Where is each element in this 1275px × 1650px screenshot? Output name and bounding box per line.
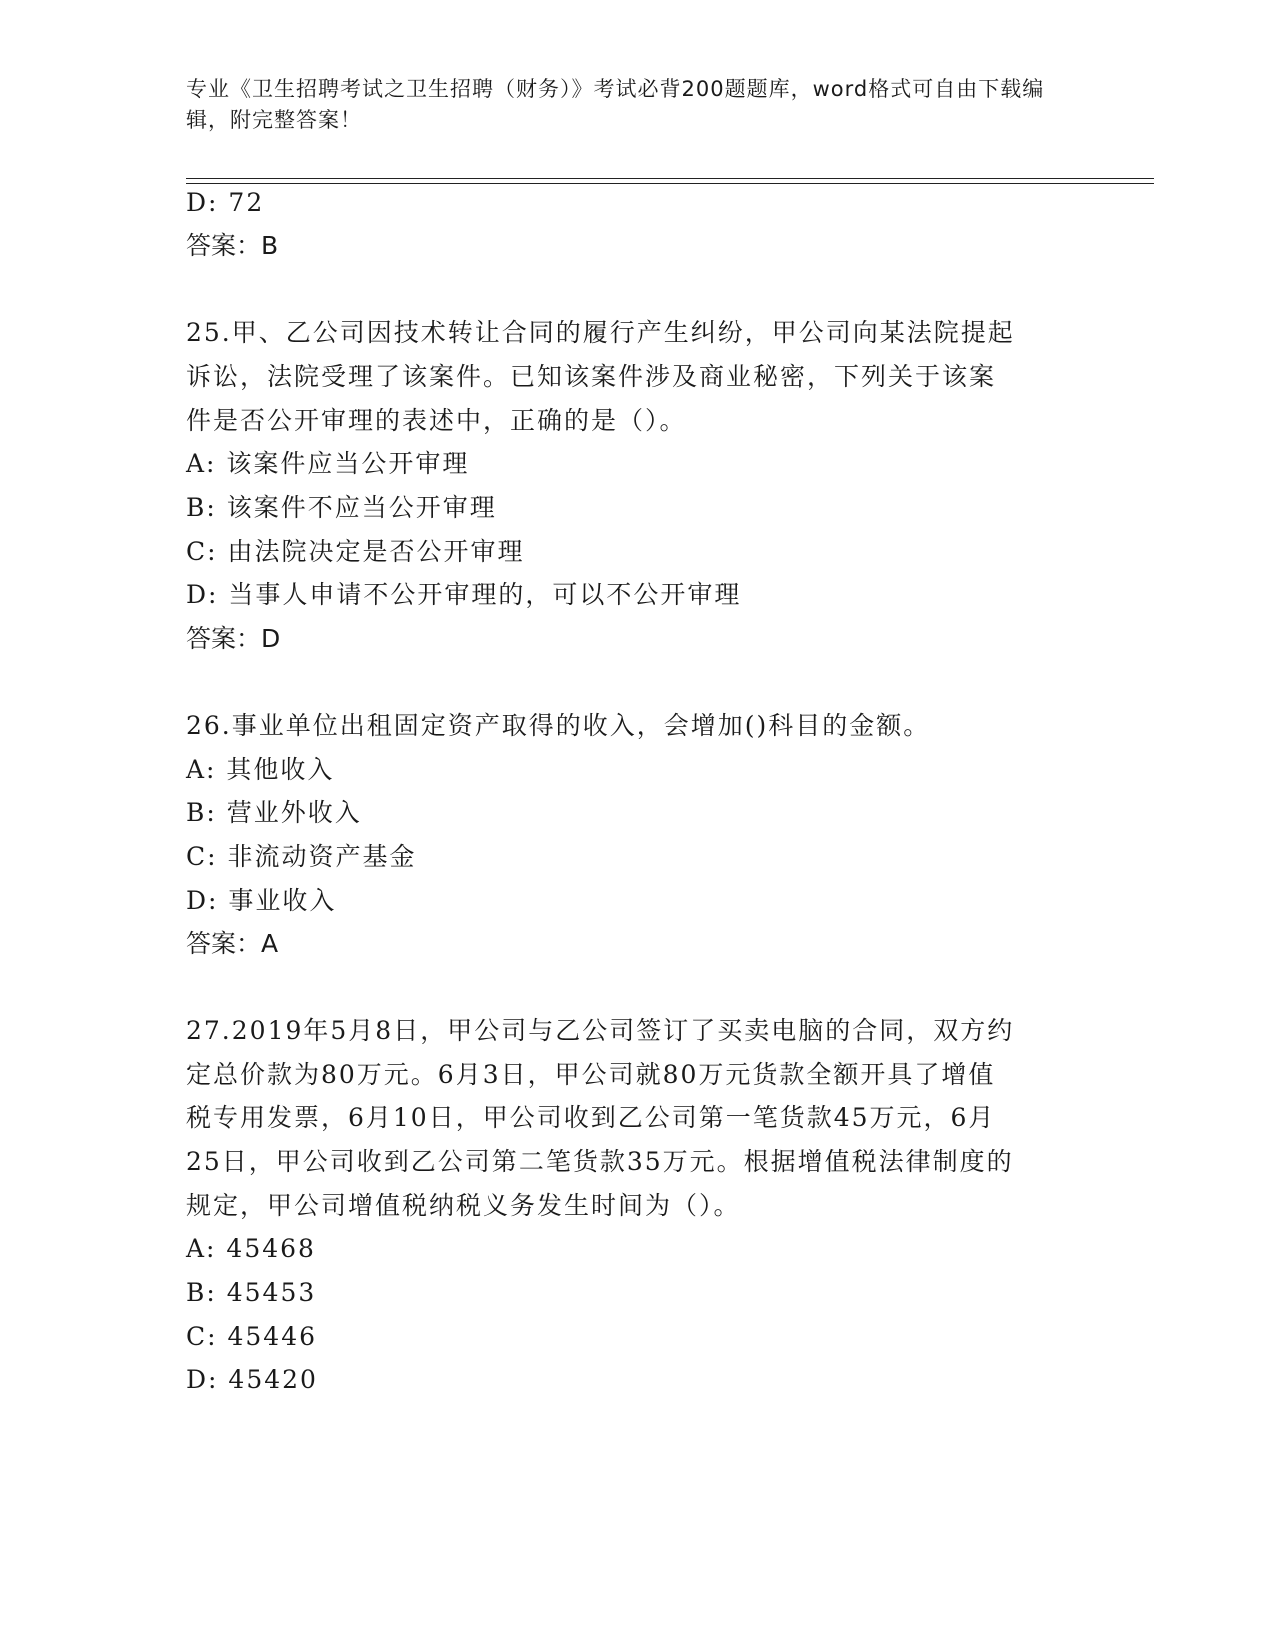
q26-option-b: B: 营业外收入 — [186, 798, 362, 827]
q26-answer: 答案：A — [186, 929, 279, 958]
q25-stem-line-2: 诉讼，法院受理了该案件。已知该案件涉及商业秘密，下列关于该案 — [186, 362, 997, 391]
q27-option-c: C: 45446 — [186, 1322, 318, 1351]
q27-option-a: A: 45468 — [186, 1234, 316, 1263]
header-rule-bottom — [186, 183, 1154, 184]
q26-stem-line-1: 26.事业单位出租固定资产取得的收入，会增加()科目的金额。 — [186, 711, 931, 740]
q27-stem-line-2: 定总价款为80万元。6月3日，甲公司就80万元货款全额开具了增值 — [186, 1060, 996, 1089]
q27-stem-line-4: 25日，甲公司收到乙公司第二笔货款35万元。根据增值税法律制度的 — [186, 1147, 1014, 1176]
q25-option-d: D: 当事人申请不公开审理的，可以不公开审理 — [186, 580, 742, 609]
header-rule-top — [186, 178, 1154, 179]
q27-stem-line-5: 规定，甲公司增值税纳税义务发生时间为（）。 — [186, 1191, 741, 1220]
q25-stem-line-3: 件是否公开审理的表述中，正确的是（）。 — [186, 406, 687, 435]
q25-option-b: B: 该案件不应当公开审理 — [186, 493, 497, 522]
q27-option-b: B: 45453 — [186, 1278, 317, 1307]
q25-answer: 答案：D — [186, 624, 281, 653]
q27-stem-line-3: 税专用发票，6月10日，甲公司收到乙公司第一笔货款45万元，6月 — [186, 1103, 996, 1132]
prev-option-d: D: 72 — [186, 188, 265, 217]
page-header: 专业《卫生招聘考试之卫生招聘（财务）》考试必背200题题库，word格式可自由下载编辑，附完整答案！ — [186, 77, 1045, 132]
q25-option-c: C: 由法院决定是否公开审理 — [186, 537, 525, 566]
prev-answer: 答案：B — [186, 231, 279, 260]
q27-option-d: D: 45420 — [186, 1365, 318, 1394]
q27-stem-line-1: 27.2019年5月8日，甲公司与乙公司签订了买卖电脑的合同，双方约 — [186, 1016, 1015, 1045]
q26-option-c: C: 非流动资产基金 — [186, 842, 417, 871]
q25-stem-line-1: 25.甲、乙公司因技术转让合同的履行产生纠纷，甲公司向某法院提起 — [186, 318, 1015, 347]
q26-option-a: A: 其他收入 — [186, 755, 335, 784]
q25-option-a: A: 该案件应当公开审理 — [186, 449, 470, 478]
q26-option-d: D: 事业收入 — [186, 886, 337, 915]
